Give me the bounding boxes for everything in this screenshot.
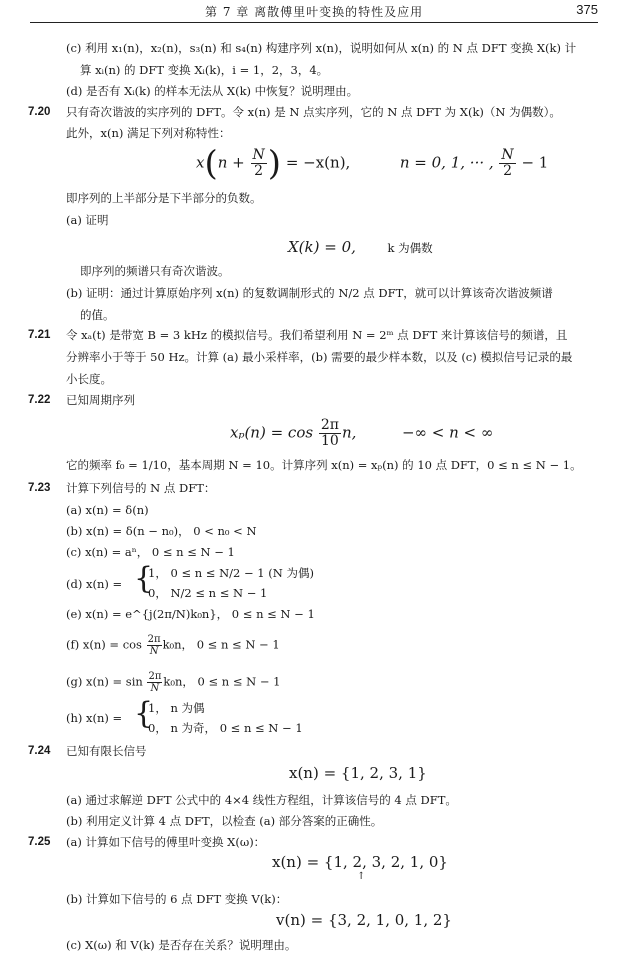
p723-item-d-label: (d) x(n) = xyxy=(66,577,123,591)
p721-line3: 小长度。 xyxy=(66,372,112,386)
p723-item-h-case1: 1， n 为偶 xyxy=(148,701,205,715)
problem-number-7-24: 7.24 xyxy=(28,745,51,757)
p723-item-e: (e) x(n) = e^{j(2π/N)k₀n}， 0 ≤ n ≤ N − 1 xyxy=(66,607,315,621)
problem-number-7-25: 7.25 xyxy=(28,836,51,848)
p720-part-b-line1: (b) 证明：通过计算原始序列 x(n) 的复数调制形式的 N/2 点 DFT，就可以计算该奇次谐波频谱 xyxy=(66,286,553,300)
p721-line2: 分辨率小于等于 50 Hz。计算 (a) 最小采样率，(b) 需要的最少样本数，以及 (c) 模拟信号记录的最 xyxy=(66,350,573,364)
chapter-title: 第 7 章 离散傅里叶变换的特性及应用 xyxy=(205,5,424,19)
part-c-line1: (c) 利用 x₁(n)，x₂(n)，s₃(n) 和 s₄(n) 构建序列 x(n)，说明如何从 x(n) 的 N 点 DFT 变换 X(k) 计 xyxy=(66,41,577,55)
p725-item-b: (b) 计算如下信号的 6 点 DFT 变换 V(k)： xyxy=(66,892,288,906)
p720-line4: 即序列的频谱只有奇次谐波。 xyxy=(80,264,230,278)
p725-item-a: (a) 计算如下信号的傅里叶变换 X(ω)： xyxy=(66,835,266,849)
p722-equation: xₚ(n) = cos $\frac{2\pi}{10}$ n, −∞ < n < ∞ xyxy=(230,417,494,449)
p723-item-h-case2: 0， n 为奇， 0 ≤ n ≤ N − 1 xyxy=(148,721,303,735)
part-d-line: (d) 是否有 Xᵢ(k) 的样本无法从 X(k) 中恢复？说明理由。 xyxy=(66,84,359,98)
p723-item-h-label: (h) x(n) = xyxy=(66,711,123,725)
p722-line2: 它的频率 f₀ = 1/10，基本周期 N = 10。计算序列 x(n) = xₚ(n) 的 10 点 DFT，0 ≤ n ≤ N − 1。 xyxy=(66,458,582,472)
p724-item-b: (b) 利用定义计算 4 点 DFT，以检查 (a) 部分答案的正确性。 xyxy=(66,814,383,828)
problem-number-7-20: 7.20 xyxy=(28,106,51,118)
p723-item-d-case2: 0， N/2 ≤ n ≤ N − 1 xyxy=(148,586,268,600)
p723-item-g: (g) x(n) = sin $\frac{2\pi}{N}$ k₀n， 0 ≤ n ≤ N − 1 xyxy=(66,671,281,694)
p724-item-a: (a) 通过求解逆 DFT 公式中的 4×4 线性方程组，计算该信号的 4 点 DFT。 xyxy=(66,793,457,807)
p725-origin-arrow: ↑ xyxy=(357,871,366,882)
p724-equation: x(n) = {1, 2, 3, 1} xyxy=(289,764,427,782)
p720-part-b-line2: 的值。 xyxy=(80,308,115,322)
p723-item-a: (a) x(n) = δ(n) xyxy=(66,503,149,517)
p722-line1: 已知周期序列 xyxy=(66,393,135,407)
p723-item-b: (b) x(n) = δ(n − n₀)， 0 < n₀ < N xyxy=(66,524,257,538)
p725-equation-v: v(n) = {3, 2, 1, 0, 1, 2} xyxy=(276,911,452,929)
p723-line1: 计算下列信号的 N 点 DFT： xyxy=(66,481,216,495)
p725-equation-x: x(n) = {1, 2, 3, 2, 1, 0} xyxy=(272,853,448,871)
page-header xyxy=(30,0,598,23)
problem-number-7-21: 7.21 xyxy=(28,329,51,341)
p723-d-brace: { xyxy=(134,561,154,596)
p723-item-d-case1: 1， 0 ≤ n ≤ N/2 − 1 (N 为偶) xyxy=(148,566,314,580)
p720-equation-symmetry: x(n + $\frac{N}{2}$ ) = −x(n), n = 0, 1, ··· , $\frac{N}{2}$ − 1 xyxy=(196,143,549,184)
part-c-line2: 算 xᵢ(n) 的 DFT 变换 Xᵢ(k)，i = 1，2，3，4。 xyxy=(80,63,329,77)
problem-number-7-22: 7.22 xyxy=(28,394,51,406)
p720-line3: 即序列的上半部分是下半部分的负数。 xyxy=(66,191,262,205)
p720-line2: 此外，x(n) 满足下列对称特性： xyxy=(66,126,231,140)
page-number: 375 xyxy=(576,2,598,17)
p721-line1: 令 xₐ(t) 是带宽 B = 3 kHz 的模拟信号。我们希望利用 N = 2ᵐ 点 DFT 来计算该信号的频谱，且 xyxy=(66,328,568,342)
p723-item-f: (f) x(n) = cos $\frac{2\pi}{N}$ k₀n， 0 ≤ n ≤ N − 1 xyxy=(66,634,280,657)
p724-line1: 已知有限长信号 xyxy=(66,744,147,758)
p723-h-brace: { xyxy=(134,696,154,731)
p725-item-c: (c) X(ω) 和 V(k) 是否存在关系？说明理由。 xyxy=(66,938,297,952)
p723-item-c: (c) x(n) = aⁿ， 0 ≤ n ≤ N − 1 xyxy=(66,545,235,559)
p720-equation-xk: X(k) = 0, k 为偶数 xyxy=(288,238,433,256)
p720-part-a: (a) 证明 xyxy=(66,213,109,227)
p720-line1: 只有奇次谐波的实序列的 DFT。令 x(n) 是 N 点实序列，它的 N 点 DFT 为 X(k)（N 为偶数）。 xyxy=(66,105,561,119)
problem-number-7-23: 7.23 xyxy=(28,482,51,494)
